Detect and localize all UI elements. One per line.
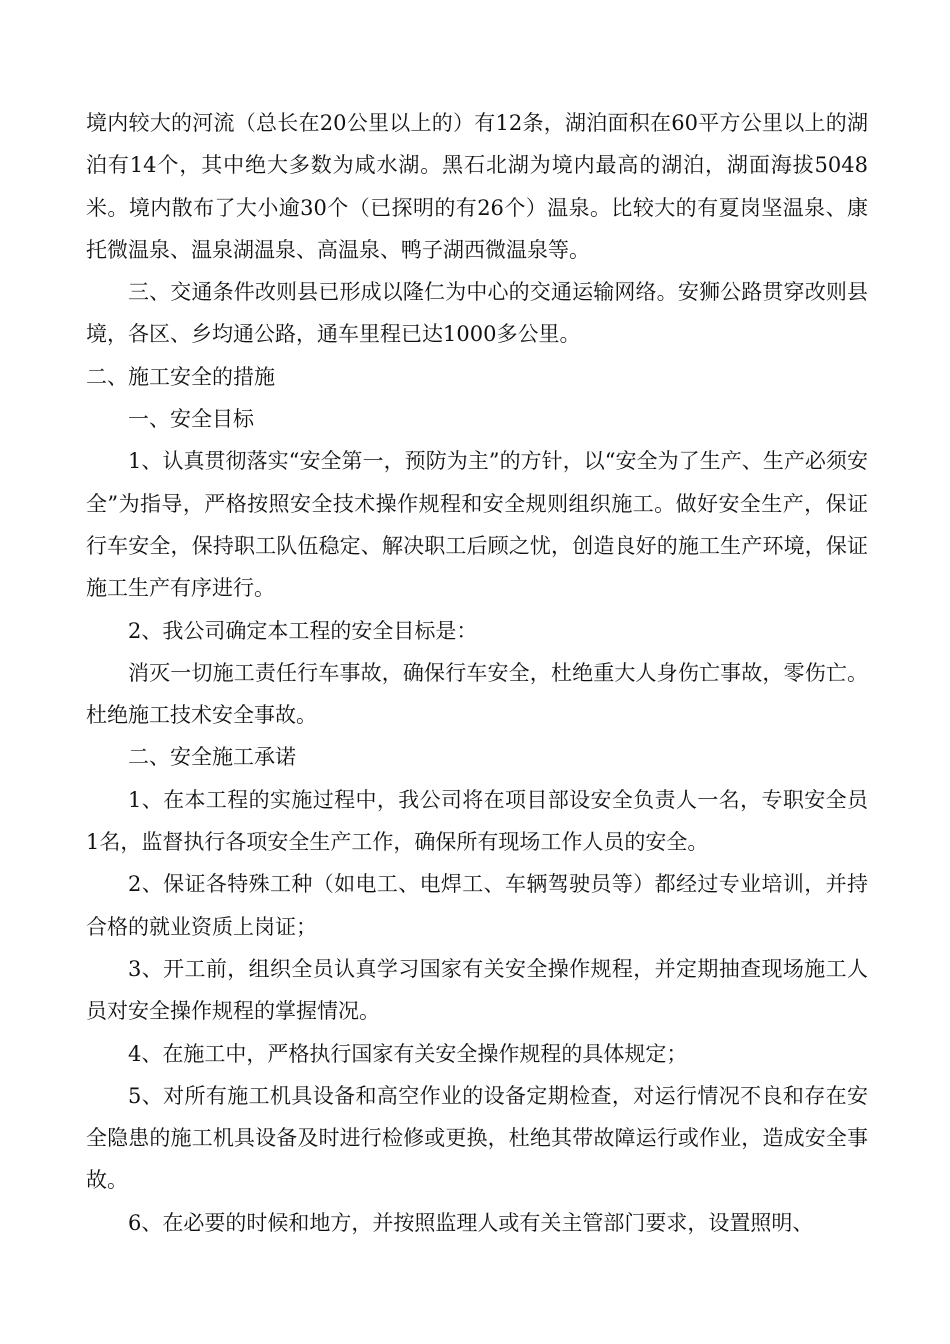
paragraph-goal-1: 1、认真贯彻落实“安全第一，预防为主”的方针，以“安全为了生产、生产必须安全”为指导，严格按照安全技术操作规程和安全规则组织施工。做好安全生产，保证行车安全，保持职工队伍稳定、解决职工后顾之忧，创造良好的施工生产环境，保证施工生产有序进行。	[86, 449, 868, 601]
paragraph-commitment-6: 6、在必要的时候和地方，并按照监理人或有关主管部门要求，设置照明、	[128, 1210, 814, 1235]
section-heading-safety-measures: 二、施工安全的措施	[86, 364, 275, 389]
subsection-heading-safety-goals: 一、安全目标	[128, 407, 254, 432]
paragraph-commitment-5: 5、对所有施工机具设备和高空作业的设备定期检查，对运行情况不良和存在安全隐患的施工机具设备及时进行检修或更换，杜绝其带故障运行或作业，造成安全事故。	[86, 1083, 868, 1193]
paragraph-lakes-hotsprings: 境内较大的河流（总长在20公里以上的）有12条，湖泊面积在60平方公里以上的湖泊有14个，其中绝大多数为咸水湖。黑石北湖为境内最高的湖泊，湖面海拔5048米。境内散布了大小逾30个（已探明的有26个）温泉。比较大的有夏岗坚温泉、康托微温泉、温泉湖温泉、高温泉、鸭子湖西微温泉等。	[86, 111, 868, 262]
paragraph-commitment-4: 4、在施工中，严格执行国家有关安全操作规程的具体规定；	[128, 1041, 688, 1066]
paragraph-commitment-1: 1、在本工程的实施过程中，我公司将在项目部设安全负责人一名，专职安全员1名，监督执行各项安全生产工作，确保所有现场工作人员的安全。	[86, 787, 868, 855]
paragraph-traffic-conditions: 三、交通条件改则县已形成以隆仁为中心的交通运输网络。安狮公路贯穿改则县境，各区、乡均通公路，通车里程已达1000多公里。	[86, 280, 868, 347]
paragraph-goal-detail: 消灭一切施工责任行车事故，确保行车安全，杜绝重大人身伤亡事故，零伤亡。杜绝施工技术安全事故。	[86, 660, 868, 728]
paragraph-commitment-3: 3、开工前，组织全员认真学习国家有关安全操作规程，并定期抽查现场施工人员对安全操作规程的掌握情况。	[86, 956, 868, 1024]
paragraph-commitment-2: 2、保证各特殊工种（如电工、电焊工、车辆驾驶员等）都经过专业培训，并持合格的就业资质上岗证；	[86, 872, 868, 939]
paragraph-goal-2: 2、我公司确定本工程的安全目标是：	[128, 618, 478, 643]
subsection-heading-safety-commitments: 二、安全施工承诺	[128, 745, 296, 770]
